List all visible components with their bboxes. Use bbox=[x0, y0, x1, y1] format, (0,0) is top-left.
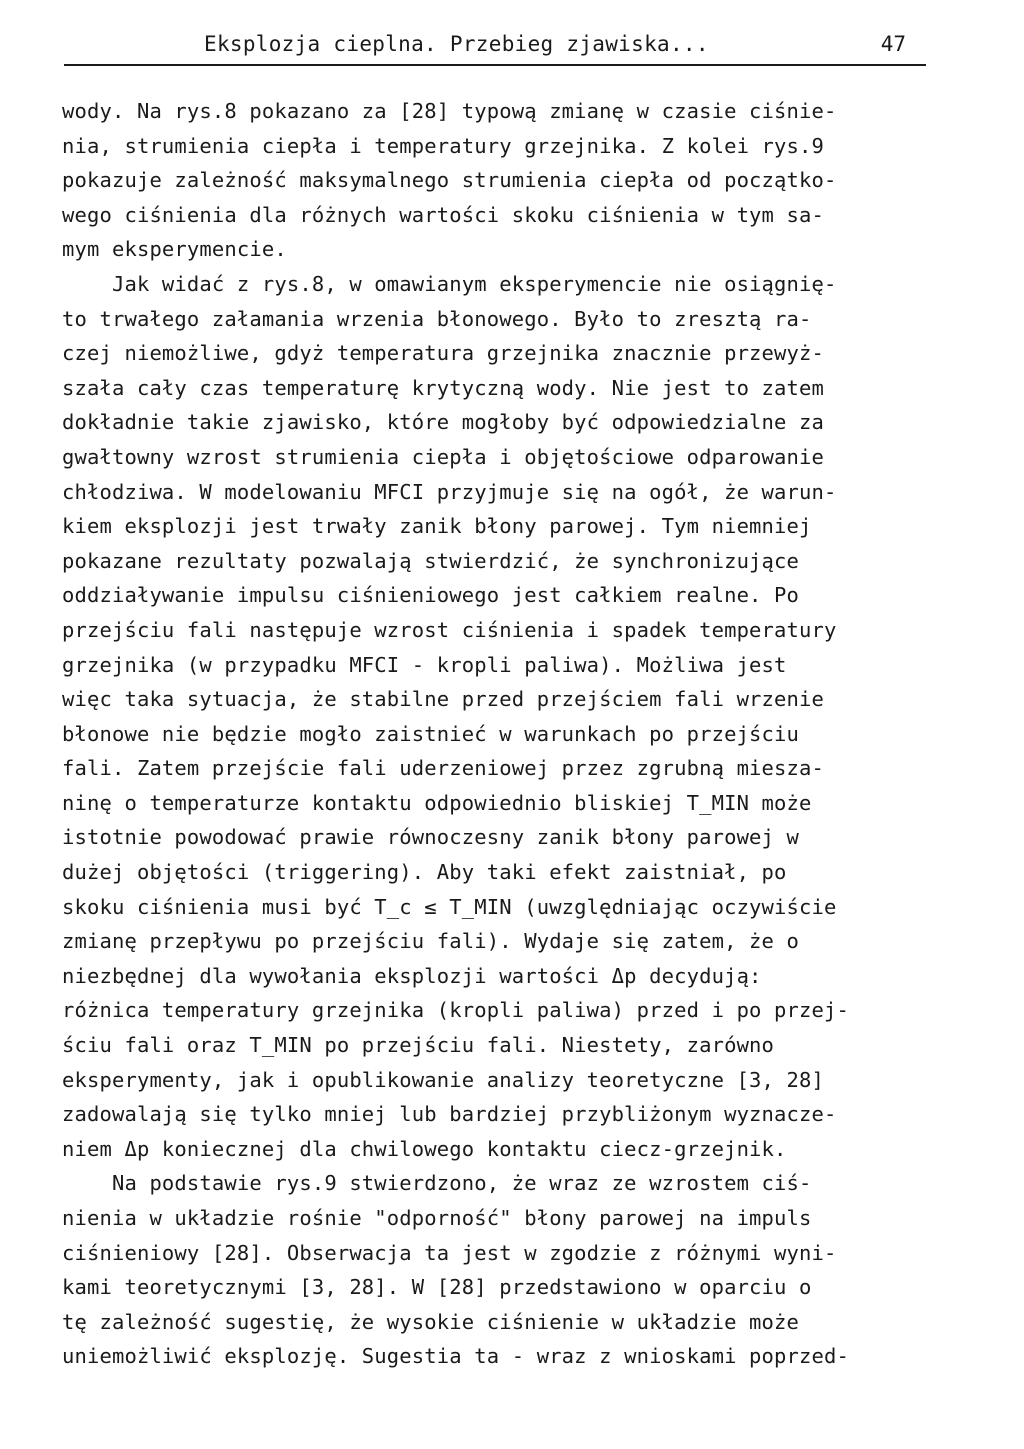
text-line: pokazane rezultaty pozwalają stwierdzić, że synchronizujące bbox=[62, 548, 800, 573]
page-number: 47 bbox=[880, 32, 906, 56]
text-line: zmianę przepływu po przejściu fali). Wydaje się zatem, że o bbox=[62, 929, 800, 954]
body-text bbox=[62, 94, 942, 1374]
text-line: gwałtowny wzrost strumienia ciepła i objętościowe odparowanie bbox=[62, 444, 825, 469]
text-line: błonowe nie będzie mogło zaistnieć w warunkach po przejściu bbox=[62, 721, 800, 746]
text-line: uniemożliwić eksplozję. Sugestia ta - wraz z wnioskami poprzed- bbox=[62, 1344, 849, 1369]
text-line: czej niemożliwe, gdyż temperatura grzejnika znacznie przewyż- bbox=[62, 341, 825, 366]
text-line: różnica temperatury grzejnika (kropli paliwa) przed i po przej- bbox=[62, 998, 849, 1023]
text-line: tę zależność sugestię, że wysokie ciśnienie w układzie może bbox=[62, 1309, 800, 1334]
text-line: oddziaływanie impulsu ciśnieniowego jest całkiem realne. Po bbox=[62, 583, 800, 608]
text-line: mym eksperymencie. bbox=[62, 237, 287, 262]
text-line: ninę o temperaturze kontaktu odpowiednio bliskiej T_MIN może bbox=[62, 790, 812, 815]
text-line: to trwałego załamania wrzenia błonowego. Było to zresztą ra- bbox=[62, 306, 812, 331]
text-line: więc taka sytuacja, że stabilne przed przejściem fali wrzenie bbox=[62, 687, 825, 712]
text-line: grzejnika (w przypadku MFCI - kropli paliwa). Możliwa jest bbox=[62, 652, 787, 677]
text-line: zadowalają się tylko mniej lub bardziej przybliżonym wyznacze- bbox=[62, 1102, 837, 1127]
text-line: wody. Na rys.8 pokazano za [28] typową zmianę w czasie ciśnie- bbox=[62, 99, 837, 123]
text-line: fali. Zatem przejście fali uderzeniowej przez zgrubną miesza- bbox=[62, 756, 825, 781]
text-line: kami teoretycznymi [3, 28]. W [28] przedstawiono w oparciu o bbox=[62, 1275, 812, 1300]
text-line: eksperymenty, jak i opublikowanie analizy teoretyczne [3, 28] bbox=[62, 1067, 825, 1092]
text-line: nia, strumienia ciepła i temperatury grzejnika. Z kolei rys.9 bbox=[62, 133, 825, 158]
text-line: Na podstawie rys.9 stwierdzono, że wraz ze wzrostem ciś- bbox=[62, 1171, 812, 1196]
text-line: kiem eksplozji jest trwały zanik błony parowej. Tym niemniej bbox=[62, 514, 812, 539]
text-line: niem Δp koniecznej dla chwilowego kontaktu ciecz-grzejnik. bbox=[62, 1136, 787, 1161]
text-line: nienia w układzie rośnie "odporność" błony parowej na impuls bbox=[62, 1206, 812, 1230]
page-header bbox=[64, 30, 926, 66]
text-line: szała cały czas temperaturę krytyczną wody. Nie jest to zatem bbox=[62, 375, 825, 400]
text-line: ciśnieniowy [28]. Obserwacja ta jest w zgodzie z różnymi wyni- bbox=[62, 1240, 837, 1265]
text-line: wego ciśnienia dla różnych wartości skoku ciśnienia w tym sa- bbox=[62, 202, 825, 227]
text-line: Jak widać z rys.8, w omawianym eksperymencie nie osiągnię- bbox=[62, 271, 837, 296]
text-line: istotnie powodować prawie równoczesny zanik błony parowej w bbox=[62, 825, 800, 850]
text-line: ściu fali oraz T_MIN po przejściu fali. Niestety, zarówno bbox=[62, 1033, 775, 1058]
text-line: przejściu fali następuje wzrost ciśnienia i spadek temperatury bbox=[62, 617, 837, 642]
text-line: dużej objętości (triggering). Aby taki efekt zaistniał, po bbox=[62, 860, 787, 885]
text-line: dokładnie takie zjawisko, które mogłoby być odpowiedzialne za bbox=[62, 410, 825, 435]
text-line: pokazuje zależność maksymalnego strumienia ciepła od początko- bbox=[62, 168, 837, 193]
running-title: Eksplozja cieplna. Przebieg zjawiska... bbox=[204, 32, 709, 56]
text-line: chłodziwa. W modelowaniu MFCI przyjmuje się na ogół, że warun- bbox=[62, 479, 837, 504]
text-line: skoku ciśnienia musi być T_c ≤ T_MIN (uwzględniając oczywiście bbox=[62, 894, 837, 919]
text-line: niezbędnej dla wywołania eksplozji wartości Δp decydują: bbox=[62, 963, 762, 988]
